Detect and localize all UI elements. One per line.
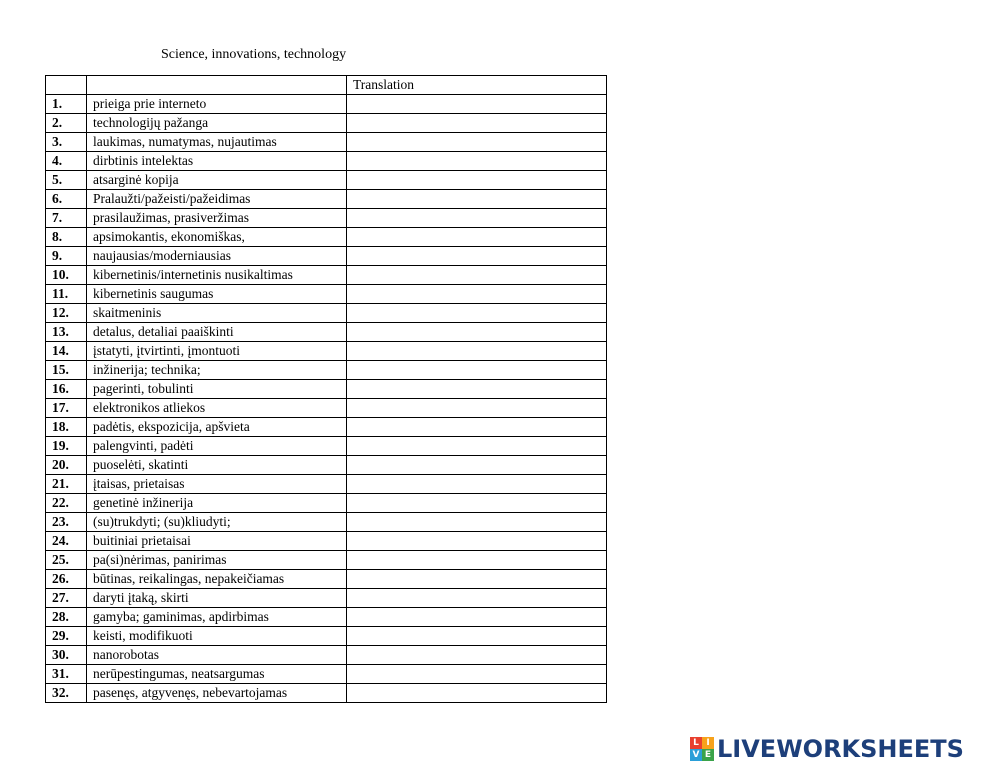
- row-number-cell: 19.: [46, 437, 87, 456]
- row-number-cell: 13.: [46, 323, 87, 342]
- term-cell: skaitmeninis: [87, 304, 347, 323]
- translation-cell[interactable]: [347, 418, 607, 437]
- term-cell: pasenęs, atgyvenęs, nebevartojamas: [87, 684, 347, 703]
- row-number-cell: 6.: [46, 190, 87, 209]
- table-row: [46, 684, 607, 703]
- table-row: [46, 608, 607, 627]
- table-header-row: [46, 76, 607, 95]
- term-cell: keisti, modifikuoti: [87, 627, 347, 646]
- term-cell: Pralaužti/pažeisti/pažeidimas: [87, 190, 347, 209]
- term-cell: puoselėti, skatinti: [87, 456, 347, 475]
- table-row: [46, 323, 607, 342]
- term-cell: inžinerija; technika;: [87, 361, 347, 380]
- table-row: [46, 456, 607, 475]
- translation-cell[interactable]: [347, 684, 607, 703]
- table-row: [46, 589, 607, 608]
- translation-cell[interactable]: [347, 228, 607, 247]
- table-row: [46, 171, 607, 190]
- table-row: [46, 532, 607, 551]
- row-number-cell: 18.: [46, 418, 87, 437]
- term-cell: palengvinti, padėti: [87, 437, 347, 456]
- table-row: [46, 209, 607, 228]
- translation-cell[interactable]: [347, 342, 607, 361]
- term-cell: pagerinti, tobulinti: [87, 380, 347, 399]
- translation-cell[interactable]: [347, 361, 607, 380]
- term-cell: dirbtinis intelektas: [87, 152, 347, 171]
- row-number-cell: 17.: [46, 399, 87, 418]
- worksheet-title: Science, innovations, technology: [161, 47, 347, 62]
- table-row: [46, 551, 607, 570]
- translation-cell[interactable]: [347, 551, 607, 570]
- row-number-cell: 30.: [46, 646, 87, 665]
- table-row: [46, 285, 607, 304]
- translation-cell[interactable]: [347, 475, 607, 494]
- logo-mark-letter: I: [702, 737, 714, 749]
- table-row: [46, 646, 607, 665]
- term-cell: daryti įtaką, skirti: [87, 589, 347, 608]
- header-num-cell: [46, 76, 87, 95]
- term-cell: buitiniai prietaisai: [87, 532, 347, 551]
- row-number-cell: 20.: [46, 456, 87, 475]
- logo-mark-letter: V: [690, 749, 702, 761]
- term-cell: (su)trukdyti; (su)kliudyti;: [87, 513, 347, 532]
- header-term-cell: [87, 76, 347, 95]
- table-row: [46, 494, 607, 513]
- table-row: [46, 247, 607, 266]
- term-cell: įtaisas, prietaisas: [87, 475, 347, 494]
- translation-cell[interactable]: [347, 133, 607, 152]
- row-number-cell: 14.: [46, 342, 87, 361]
- translation-cell[interactable]: [347, 665, 607, 684]
- translation-cell[interactable]: [347, 627, 607, 646]
- vocabulary-table: [45, 75, 607, 703]
- row-number-cell: 9.: [46, 247, 87, 266]
- translation-cell[interactable]: [347, 323, 607, 342]
- table-row: [46, 190, 607, 209]
- translation-cell[interactable]: [347, 114, 607, 133]
- table-row: [46, 399, 607, 418]
- table-row: [46, 95, 607, 114]
- row-number-cell: 32.: [46, 684, 87, 703]
- translation-cell[interactable]: [347, 152, 607, 171]
- translation-cell[interactable]: [347, 190, 607, 209]
- term-cell: kibernetinis/internetinis nusikaltimas: [87, 266, 347, 285]
- translation-cell[interactable]: [347, 95, 607, 114]
- term-cell: elektronikos atliekos: [87, 399, 347, 418]
- term-cell: būtinas, reikalingas, nepakeičiamas: [87, 570, 347, 589]
- table-row: [46, 152, 607, 171]
- row-number-cell: 2.: [46, 114, 87, 133]
- table-row: [46, 627, 607, 646]
- row-number-cell: 24.: [46, 532, 87, 551]
- table-row: [46, 380, 607, 399]
- translation-cell[interactable]: [347, 266, 607, 285]
- row-number-cell: 31.: [46, 665, 87, 684]
- translation-cell[interactable]: [347, 513, 607, 532]
- table-row: [46, 665, 607, 684]
- row-number-cell: 26.: [46, 570, 87, 589]
- table-row: [46, 418, 607, 437]
- logo-text: LIVEWORKSHEETS: [717, 735, 964, 763]
- row-number-cell: 22.: [46, 494, 87, 513]
- table-row: [46, 361, 607, 380]
- term-cell: genetinė inžinerija: [87, 494, 347, 513]
- table-row: [46, 570, 607, 589]
- translation-cell[interactable]: [347, 646, 607, 665]
- translation-cell[interactable]: [347, 437, 607, 456]
- row-number-cell: 4.: [46, 152, 87, 171]
- term-cell: atsarginė kopija: [87, 171, 347, 190]
- logo-mark-letter: E: [702, 749, 714, 761]
- term-cell: gamyba; gaminimas, apdirbimas: [87, 608, 347, 627]
- translation-cell[interactable]: [347, 570, 607, 589]
- term-cell: laukimas, numatymas, nujautimas: [87, 133, 347, 152]
- translation-cell[interactable]: [347, 247, 607, 266]
- row-number-cell: 25.: [46, 551, 87, 570]
- row-number-cell: 1.: [46, 95, 87, 114]
- table-row: [46, 437, 607, 456]
- row-number-cell: 28.: [46, 608, 87, 627]
- translation-cell[interactable]: [347, 209, 607, 228]
- table-row: [46, 342, 607, 361]
- row-number-cell: 3.: [46, 133, 87, 152]
- row-number-cell: 21.: [46, 475, 87, 494]
- row-number-cell: 10.: [46, 266, 87, 285]
- vocabulary-table-body: [46, 76, 607, 703]
- translation-cell[interactable]: [347, 380, 607, 399]
- translation-cell[interactable]: [347, 304, 607, 323]
- term-cell: technologijų pažanga: [87, 114, 347, 133]
- row-number-cell: 23.: [46, 513, 87, 532]
- row-number-cell: 27.: [46, 589, 87, 608]
- translation-cell[interactable]: [347, 532, 607, 551]
- row-number-cell: 8.: [46, 228, 87, 247]
- table-row: [46, 114, 607, 133]
- term-cell: naujausias/moderniausias: [87, 247, 347, 266]
- term-cell: nerūpestingumas, neatsargumas: [87, 665, 347, 684]
- translation-cell[interactable]: [347, 608, 607, 627]
- term-cell: padėtis, ekspozicija, apšvieta: [87, 418, 347, 437]
- row-number-cell: 16.: [46, 380, 87, 399]
- table-row: [46, 475, 607, 494]
- logo-mark-icon: [690, 737, 714, 761]
- table-row: [46, 513, 607, 532]
- translation-cell[interactable]: [347, 399, 607, 418]
- header-translation-cell: Translation: [347, 76, 607, 95]
- table-row: [46, 266, 607, 285]
- term-cell: kibernetinis saugumas: [87, 285, 347, 304]
- term-cell: detalus, detaliai paaiškinti: [87, 323, 347, 342]
- translation-cell[interactable]: [347, 456, 607, 475]
- term-cell: įstatyti, įtvirtinti, įmontuoti: [87, 342, 347, 361]
- row-number-cell: 7.: [46, 209, 87, 228]
- row-number-cell: 12.: [46, 304, 87, 323]
- logo-mark-letter: L: [690, 737, 702, 749]
- table-row: [46, 133, 607, 152]
- row-number-cell: 29.: [46, 627, 87, 646]
- term-cell: prasilaužimas, prasiveržimas: [87, 209, 347, 228]
- row-number-cell: 15.: [46, 361, 87, 380]
- translation-cell[interactable]: [347, 285, 607, 304]
- liveworksheets-logo: [690, 734, 964, 764]
- translation-cell[interactable]: [347, 589, 607, 608]
- translation-cell[interactable]: [347, 494, 607, 513]
- term-cell: prieiga prie interneto: [87, 95, 347, 114]
- translation-cell[interactable]: [347, 171, 607, 190]
- term-cell: apsimokantis, ekonomiškas,: [87, 228, 347, 247]
- table-row: [46, 228, 607, 247]
- table-row: [46, 304, 607, 323]
- row-number-cell: 5.: [46, 171, 87, 190]
- term-cell: pa(si)nėrimas, panirimas: [87, 551, 347, 570]
- term-cell: nanorobotas: [87, 646, 347, 665]
- row-number-cell: 11.: [46, 285, 87, 304]
